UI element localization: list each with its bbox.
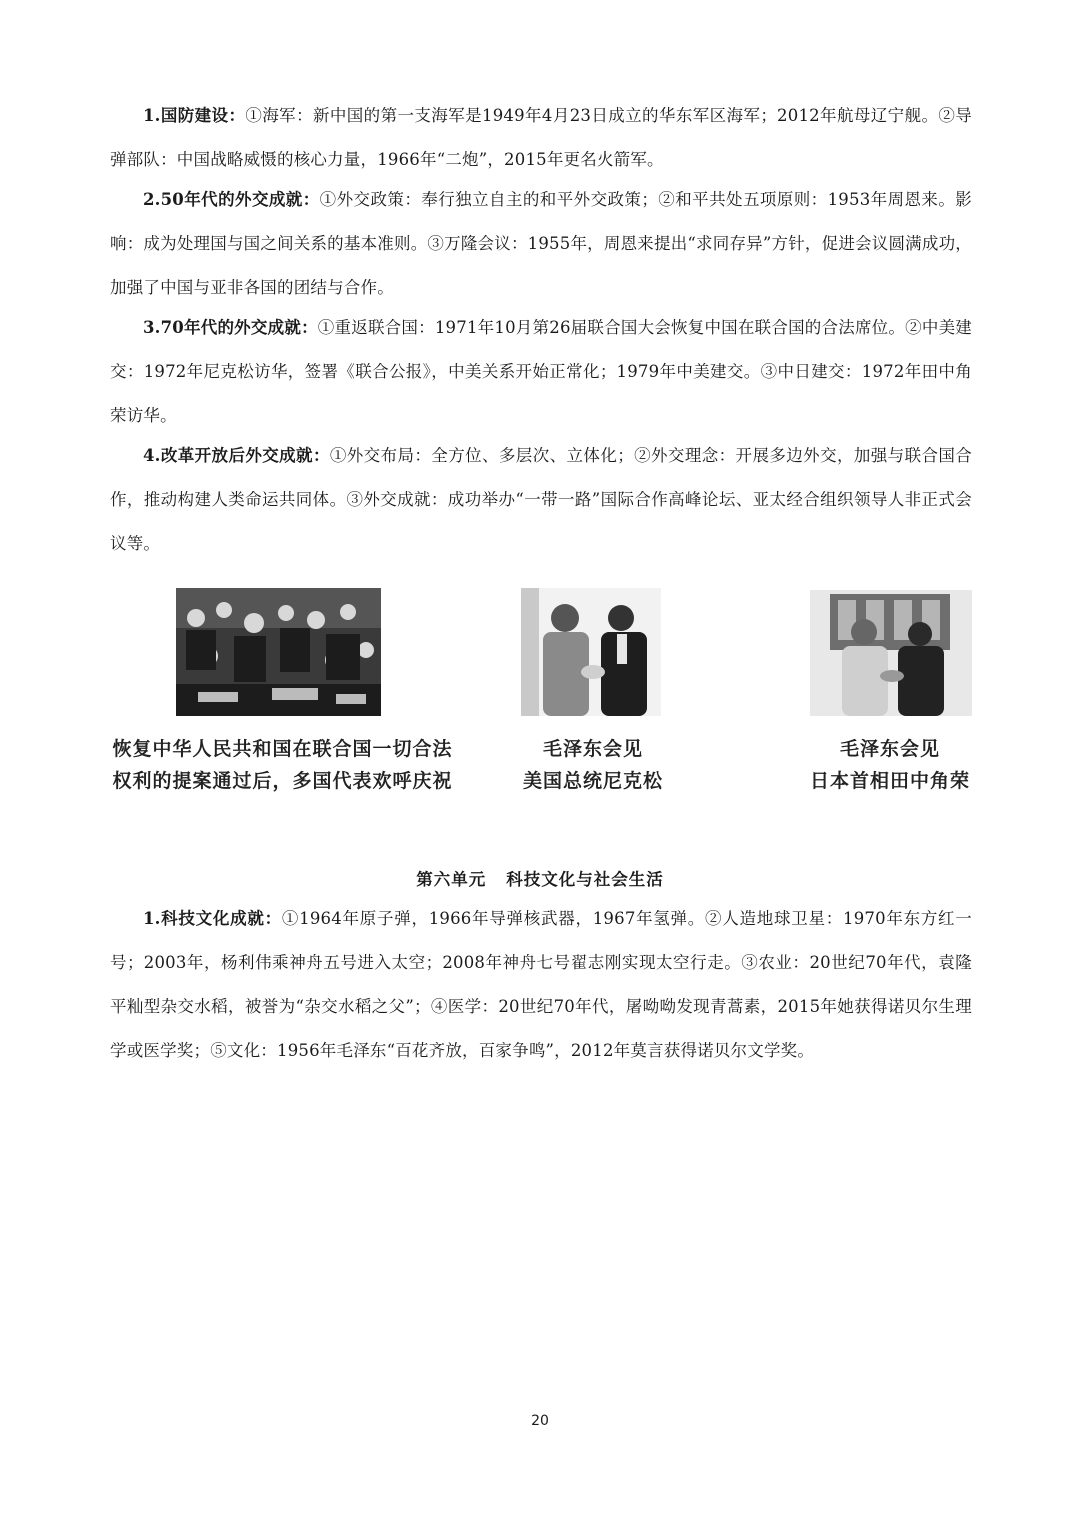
caption-line: 权利的提案通过后，多国代表欢呼庆祝 (112, 770, 453, 792)
un-assembly-photo (176, 588, 381, 716)
mao-nixon-caption (508, 733, 678, 797)
section-body: ①重返联合国：1971年10月第26届联合国大会恢复中国在联合国的合法席位。②中美建交：1972年尼克松访华，签署《联合公报》，中美关系开始正常化；1979年中美建交。③中日建交：1972年田中角荣访华。 (110, 318, 972, 425)
section-70s-diplomacy (110, 306, 972, 438)
caption-line: 恢复中华人民共和国在联合国一切合法 (112, 738, 453, 760)
un-assembly-caption (110, 733, 455, 797)
unit-heading (0, 866, 1080, 890)
section-reform-diplomacy (110, 434, 972, 566)
section-body: ①外交政策：奉行独立自主的和平外交政策；②和平共处五项原则：1953年周恩来。影响：成为处理国与国之间关系的基本准则。③万隆会议：1955年，周恩来提出“求同存异”方针，促进会议圆满成功，加强了中国与亚非各国的团结与合作。 (110, 190, 972, 297)
mao-tanaka-caption (790, 733, 990, 797)
section-lead: 2.50年代的外交成就： (143, 190, 320, 209)
caption-line: 毛泽东会见 (542, 738, 643, 760)
caption-line: 美国总统尼克松 (522, 770, 663, 792)
section-lead: 3.70年代的外交成就： (143, 318, 318, 337)
section-lead: 1.国防建设： (143, 106, 246, 125)
page-number: 20 (531, 1413, 549, 1429)
caption-line: 毛泽东会见 (839, 738, 940, 760)
section-50s-diplomacy (110, 178, 972, 310)
mao-nixon-photo (521, 588, 661, 716)
section-body: ①海军：新中国的第一支海军是1949年4月23日成立的华东军区海军；2012年航母辽宁舰。②导弹部队：中国战略威慑的核心力量，1966年“二炮”，2015年更名火箭军。 (110, 106, 972, 169)
unit-title: 科技文化与社会生活 (506, 870, 664, 889)
section-tech-culture (110, 897, 972, 1073)
section-lead: 4.改革开放后外交成就： (143, 446, 330, 465)
caption-line: 日本首相田中角荣 (809, 770, 970, 792)
section-body: ①1964年原子弹，1966年导弹核武器，1967年氢弹。②人造地球卫星：1970年东方红一号；2003年，杨利伟乘神舟五号进入太空；2008年神舟七号翟志刚实现太空行走。③农业：20世纪70年代，袁隆平籼型杂交水稻，被誉为“杂交水稻之父”；④医学：20世纪70年代，屠呦呦发现青蒿素，2015年她获得诺贝尔生理学或医学奖；⑤文化：1956年毛泽东“百花齐放，百家争鸣”，2012年莫言获得诺贝尔文学奖。 (110, 909, 973, 1060)
section-lead: 1.科技文化成就： (143, 909, 282, 928)
section-body: ①外交布局：全方位、多层次、立体化；②外交理念：开展多边外交，加强与联合国合作，推动构建人类命运共同体。③外交成就：成功举办“一带一路”国际合作高峰论坛、亚太经合组织领导人非正式会议等。 (110, 446, 972, 553)
unit-number: 第六单元 (416, 870, 487, 889)
mao-tanaka-photo (810, 590, 972, 716)
section-national-defense (110, 94, 972, 182)
